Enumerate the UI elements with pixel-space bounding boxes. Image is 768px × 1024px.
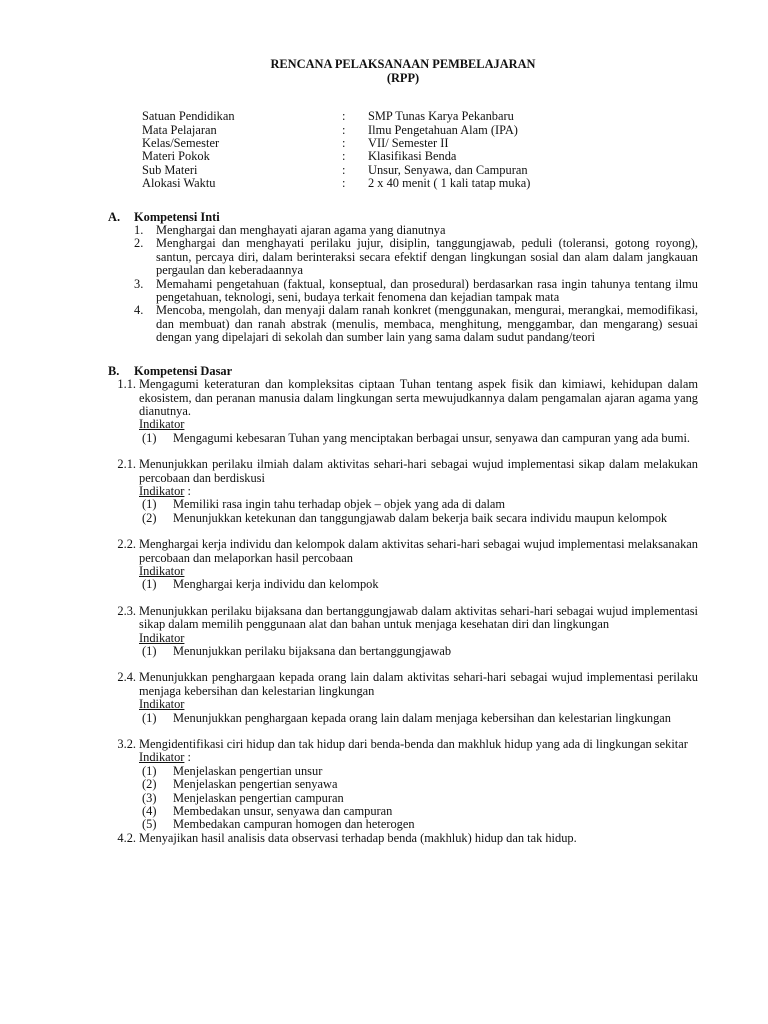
section-b-heading <box>108 365 698 378</box>
kd-number: 2.1. <box>117 457 136 472</box>
identity-row <box>142 164 698 177</box>
indicator-number: (1) <box>142 430 157 445</box>
identity-value: Unsur, Senyawa, dan Campuran <box>368 162 528 177</box>
indicator-item <box>139 432 698 445</box>
indicator-item <box>139 765 698 778</box>
document-title <box>108 58 698 85</box>
indicator-text: Menghargai kerja individu dan kelompok <box>173 577 379 592</box>
kd-number: 3.2. <box>117 737 136 752</box>
kd-body <box>139 458 698 525</box>
kd-body <box>139 538 698 592</box>
identity-row <box>142 124 698 137</box>
item-text: Menghargai dan menghayati perilaku jujur, disiplin, tanggungjawab, peduli (toleransi, gotong royong), santun, percaya diri, dalam berinteraksi secara efektif dengan lingkungan sosial dan alam dalam jangkauan pergaulan dan keberadaannya <box>156 236 698 278</box>
indicator-number: (1) <box>142 497 157 512</box>
indicator-text: Membedakan unsur, senyawa dan campuran <box>173 804 393 819</box>
kd-number: 2.2. <box>117 537 136 552</box>
indicator-number: (2) <box>142 510 157 525</box>
identity-value: VII/ Semester II <box>368 136 449 150</box>
indicator-label: Indikator <box>139 563 185 578</box>
list-item <box>134 224 698 237</box>
indicator-item <box>139 792 698 805</box>
identity-colon: : <box>342 122 346 137</box>
indicator-number: (3) <box>142 790 157 805</box>
indicator-text: Menjelaskan pengertian senyawa <box>173 777 338 792</box>
indicator-heading <box>139 632 698 645</box>
section-a-heading <box>108 211 698 224</box>
item-text: Menghargai dan menghayati ajaran agama yang dianutnya <box>156 223 446 238</box>
indicator-item <box>139 498 698 511</box>
indicator-item <box>139 645 698 658</box>
indicator-suffix: : <box>184 483 191 498</box>
identity-row <box>142 177 698 190</box>
indicator-text: Menunjukkan penghargaan kepada orang lain dalam menjaga kebersihan dan kelestarian lingkungan <box>173 710 671 725</box>
identity-table <box>142 110 698 190</box>
indicator-item <box>139 778 698 791</box>
kd-number: 4.2. <box>117 830 136 845</box>
indicator-heading <box>139 751 698 764</box>
kd-text: Mengidentifikasi ciri hidup dan tak hidup dari benda-benda dan makhluk hidup yang ada di lingkungan sekitar <box>139 737 688 752</box>
item-number: 3. <box>134 276 144 291</box>
kd-item <box>108 832 698 845</box>
indicator-item <box>139 805 698 818</box>
indicator-text: Mengagumi kebesaran Tuhan yang menciptakan berbagai unsur, senyawa dan campuran yang ada bumi. <box>173 430 690 445</box>
indicator-label: Indikator <box>139 417 185 432</box>
identity-colon: : <box>342 149 346 164</box>
identity-colon: : <box>342 109 346 124</box>
item-number: 1. <box>134 223 144 238</box>
kd-text: Menunjukkan penghargaan kepada orang lain dalam aktivitas sehari-hari sebagai wujud implementasi perilaku menjaga kebersihan dan kelestarian lingkungan <box>139 670 698 698</box>
identity-colon: : <box>342 136 346 150</box>
kd-text: Mengagumi keteraturan dan kompleksitas ciptaan Tuhan tentang aspek fisik dan kimiawi, kehidupan dalam ekosistem, dan peranan manusia dalam lingkungan serta mewujudkannya dalam pengamalan ajaran agama yang dianutnya. <box>139 377 698 418</box>
kompetensi-dasar-list <box>108 378 698 845</box>
indicator-heading <box>139 418 698 431</box>
indicator-text: Menjelaskan pengertian campuran <box>173 790 344 805</box>
identity-key: Sub Materi <box>142 162 198 177</box>
kd-number: 2.3. <box>117 603 136 618</box>
identity-value: Klasifikasi Benda <box>368 149 457 164</box>
kd-text: Menyajikan hasil analisis data observasi terhadap benda (makhluk) hidup dan tak hidup. <box>139 830 577 845</box>
title-line-2: (RPP) <box>386 70 420 85</box>
indicator-text: Memiliki rasa ingin tahu terhadap objek – objek yang ada di dalam <box>173 497 506 512</box>
kd-item <box>108 538 698 592</box>
kd-body <box>139 738 698 832</box>
indicator-heading <box>139 485 698 498</box>
kd-number: 2.4. <box>117 670 136 685</box>
identity-key: Kelas/Semester <box>142 136 220 150</box>
kd-body <box>139 671 698 725</box>
indicator-label: Indikator <box>139 697 185 712</box>
item-text: Mencoba, mengolah, dan menyaji dalam ranah konkret (menggunakan, mengurai, merangkai, memodifikasi, dan membuat) dan ranah abstrak (menulis, membaca, menghitung, menggambar, dan mengarang) sesuai dengan yang dipelajari di sekolah dan sumber lain yang sama dalam sudut pandang/teori <box>156 303 698 345</box>
indicator-item <box>139 712 698 725</box>
indicator-number: (1) <box>142 644 157 658</box>
kd-item <box>108 671 698 725</box>
identity-row <box>142 137 698 150</box>
spacer <box>108 592 698 605</box>
section-title: Kompetensi Inti <box>134 209 220 224</box>
list-item <box>134 278 698 305</box>
section-letter: B. <box>108 363 120 378</box>
kd-body <box>139 605 698 659</box>
indicator-text: Menunjukkan ketekunan dan tanggungjawab dalam bekerja baik secara individu maupun kelompok <box>173 510 668 525</box>
kd-text: Menunjukkan perilaku bijaksana dan bertanggungjawab dalam aktivitas sehari-hari sebagai wujud implementasi sikap dalam memilih penggunaan alat dan bahan untuk menjaga kesehatan diri dan lingkungan <box>139 603 698 632</box>
identity-key: Alokasi Waktu <box>142 176 216 191</box>
indicator-item <box>139 818 698 831</box>
indicator-number: (1) <box>142 577 157 592</box>
item-number: 4. <box>134 303 144 318</box>
kd-item <box>108 378 698 445</box>
kd-text: Menghargai kerja individu dan kelompok dalam aktivitas sehari-hari sebagai wujud implementasi melaksanakan percobaan dan melaporkan hasil percobaan <box>139 537 698 565</box>
indicator-number: (1) <box>142 710 157 725</box>
indicator-number: (5) <box>142 817 157 832</box>
identity-value: Ilmu Pengetahuan Alam (IPA) <box>368 122 518 137</box>
item-text: Memahami pengetahuan (faktual, konseptual, dan prosedural) berdasarkan rasa ingin tahunya tentang ilmu pengetahuan, teknologi, seni, budaya terkait fenomena dan kejadian tampak mata <box>156 276 698 305</box>
indicator-text: Membedakan campuran homogen dan heterogen <box>173 817 415 832</box>
kd-body <box>139 378 698 445</box>
identity-row <box>142 150 698 163</box>
indicator-heading <box>139 698 698 711</box>
kd-body <box>139 832 698 845</box>
identity-row <box>142 110 698 123</box>
indicator-label: Indikator <box>139 630 185 645</box>
indicator-number: (4) <box>142 804 157 819</box>
indicator-number: (1) <box>142 763 157 778</box>
title-line-1: RENCANA PELAKSANAAN PEMBELAJARAN <box>270 57 536 71</box>
section-letter: A. <box>108 209 121 224</box>
identity-key: Satuan Pendidikan <box>142 109 235 124</box>
indicator-heading <box>139 565 698 578</box>
indicator-label: Indikator <box>139 483 185 498</box>
indicator-number: (2) <box>142 777 157 792</box>
indicator-text: Menunjukkan perilaku bijaksana dan bertanggungjawab <box>173 644 452 658</box>
kd-item <box>108 605 698 659</box>
identity-key: Mata Pelajaran <box>142 122 217 137</box>
indicator-item <box>139 578 698 591</box>
identity-colon: : <box>342 162 346 177</box>
identity-key: Materi Pokok <box>142 149 210 164</box>
identity-colon: : <box>342 176 346 191</box>
kd-item <box>108 458 698 525</box>
identity-value: SMP Tunas Karya Pekanbaru <box>368 109 514 124</box>
kd-item <box>108 738 698 832</box>
indicator-text: Menjelaskan pengertian unsur <box>173 763 323 778</box>
section-title: Kompetensi Dasar <box>134 363 233 378</box>
indicator-item <box>139 512 698 525</box>
indicator-label: Indikator <box>139 750 185 765</box>
list-item <box>134 237 698 277</box>
item-number: 2. <box>134 236 144 251</box>
kompetensi-inti-list <box>134 224 698 345</box>
identity-value: 2 x 40 menit ( 1 kali tatap muka) <box>368 176 531 191</box>
kd-text: Menunjukkan perilaku ilmiah dalam aktivitas sehari-hari sebagai wujud implementasi sikap dalam melakukan percobaan dan berdiskusi <box>139 457 698 485</box>
indicator-suffix: : <box>184 750 191 765</box>
kd-number: 1.1. <box>117 377 136 392</box>
list-item <box>134 304 698 344</box>
